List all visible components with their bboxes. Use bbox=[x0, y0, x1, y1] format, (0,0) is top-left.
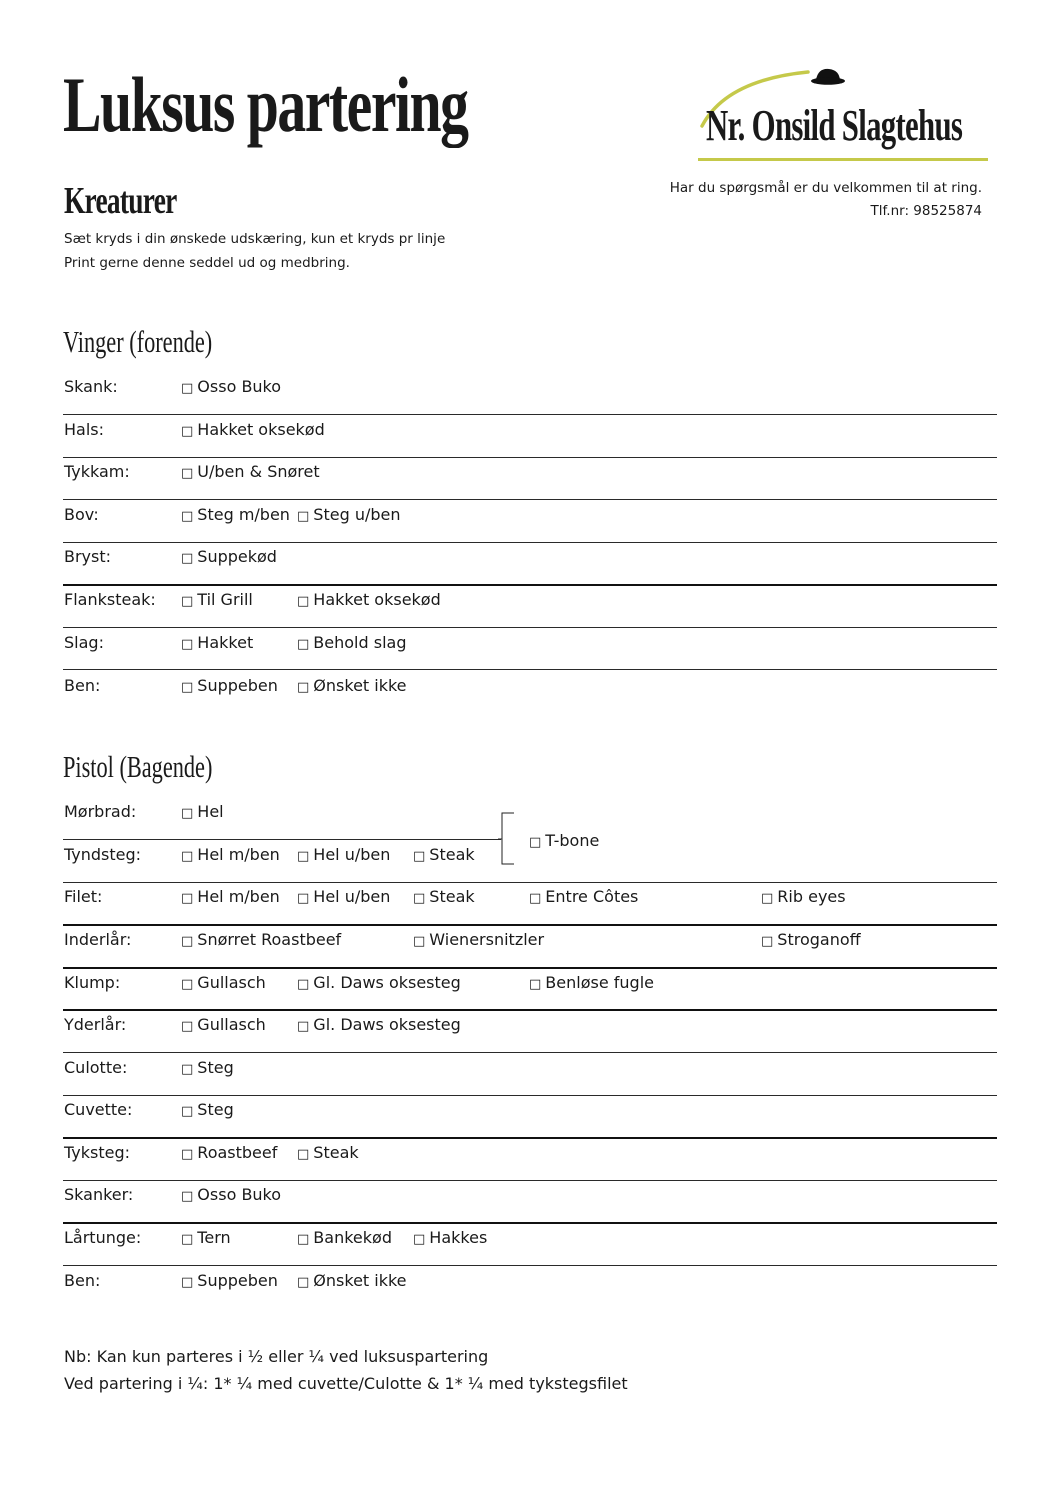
checkbox-icon: □ bbox=[181, 1062, 194, 1077]
option-checkbox[interactable] bbox=[181, 1187, 281, 1203]
option-checkbox[interactable] bbox=[181, 804, 224, 820]
option-label: Hel u/ben bbox=[313, 887, 391, 906]
page-title: Luksus partering bbox=[63, 61, 468, 148]
checkbox-icon: □ bbox=[297, 1275, 310, 1290]
option-label: Bankekød bbox=[313, 1228, 392, 1247]
checkbox-icon: □ bbox=[181, 381, 194, 396]
option-label: Hel u/ben bbox=[313, 845, 391, 864]
option-checkbox[interactable] bbox=[181, 1145, 277, 1161]
note-line-2: Ved partering i ¼: 1* ¼ med cuvette/Culotte & 1* ¼ med tykstegsfilet bbox=[64, 1374, 628, 1393]
row-label: Bov: bbox=[64, 505, 99, 524]
option-checkbox[interactable] bbox=[297, 507, 400, 523]
option-checkbox[interactable] bbox=[181, 422, 325, 438]
section-heading-pistol: Pistol (Bagende) bbox=[63, 749, 213, 784]
option-label: Til Grill bbox=[197, 590, 253, 609]
option-label: Osso Buko bbox=[197, 377, 282, 396]
checkbox-icon: □ bbox=[297, 509, 310, 524]
row-divider bbox=[63, 669, 997, 670]
checkbox-icon: □ bbox=[761, 891, 774, 906]
checkbox-icon: □ bbox=[413, 849, 426, 864]
row-divider bbox=[63, 1137, 997, 1139]
option-label: Suppekød bbox=[197, 547, 277, 566]
checkbox-icon: □ bbox=[181, 849, 194, 864]
row-label: Flanksteak: bbox=[64, 590, 156, 609]
checkbox-icon: □ bbox=[181, 680, 194, 695]
option-label: Hel bbox=[197, 802, 224, 821]
option-label: Hakket bbox=[197, 633, 254, 652]
note-line-1: Nb: Kan kun parteres i ½ eller ¼ ved luksuspartering bbox=[64, 1347, 489, 1366]
row-divider bbox=[63, 924, 997, 926]
row-label: Tykkam: bbox=[64, 462, 130, 481]
option-checkbox[interactable] bbox=[181, 1060, 234, 1076]
row-divider bbox=[63, 414, 997, 415]
row-label: Inderlår: bbox=[64, 930, 132, 949]
checkbox-icon: □ bbox=[297, 1232, 310, 1247]
row-label: Bryst: bbox=[64, 547, 112, 566]
option-label: Gullasch bbox=[197, 1015, 266, 1034]
row-label: Mørbrad: bbox=[64, 802, 137, 821]
checkbox-icon: □ bbox=[181, 551, 194, 566]
option-checkbox[interactable] bbox=[181, 678, 278, 694]
checkbox-icon: □ bbox=[181, 594, 194, 609]
checkbox-icon: □ bbox=[297, 594, 310, 609]
checkbox-icon: □ bbox=[181, 637, 194, 652]
option-checkbox[interactable] bbox=[181, 592, 253, 608]
option-checkbox[interactable] bbox=[297, 678, 407, 694]
row-divider bbox=[63, 1265, 997, 1266]
checkbox-icon: □ bbox=[181, 1232, 194, 1247]
option-label: Gullasch bbox=[197, 973, 266, 992]
checkbox-icon: □ bbox=[181, 1275, 194, 1290]
checkbox-icon: □ bbox=[181, 1104, 194, 1119]
checkbox-icon: □ bbox=[181, 891, 194, 906]
option-checkbox[interactable] bbox=[297, 1273, 407, 1289]
option-label: Steg u/ben bbox=[313, 505, 401, 524]
option-label: Stroganoff bbox=[777, 930, 861, 949]
option-label: Benløse fugle bbox=[545, 973, 654, 992]
instruction-line-1: Sæt kryds i din ønskede udskæring, kun et kryds pr linje bbox=[64, 231, 446, 247]
checkbox-icon: □ bbox=[181, 977, 194, 992]
checkbox-icon: □ bbox=[413, 934, 426, 949]
option-checkbox[interactable] bbox=[181, 379, 281, 395]
row-divider bbox=[63, 1095, 997, 1096]
row-divider bbox=[63, 839, 501, 840]
row-divider bbox=[63, 457, 997, 458]
option-label: Hel m/ben bbox=[197, 845, 280, 864]
option-label: Roastbeef bbox=[197, 1143, 278, 1162]
option-checkbox[interactable] bbox=[181, 1273, 278, 1289]
checkbox-icon: □ bbox=[181, 806, 194, 821]
checkbox-icon: □ bbox=[181, 1019, 194, 1034]
row-divider bbox=[63, 1222, 997, 1224]
page-subtitle: Kreaturer bbox=[64, 180, 177, 222]
option-label: Hakket oksekød bbox=[313, 590, 441, 609]
checkbox-icon: □ bbox=[297, 680, 310, 695]
option-label: Steg m/ben bbox=[197, 505, 290, 524]
option-checkbox[interactable] bbox=[529, 975, 654, 991]
row-divider bbox=[63, 1180, 997, 1181]
checkbox-icon: □ bbox=[181, 1189, 194, 1204]
option-label: Steg bbox=[197, 1058, 234, 1077]
option-label: Gl. Daws oksesteg bbox=[313, 973, 461, 992]
row-label: Skanker: bbox=[64, 1185, 134, 1204]
option-checkbox[interactable] bbox=[181, 549, 277, 565]
option-label: Steak bbox=[429, 845, 475, 864]
option-checkbox[interactable] bbox=[181, 1230, 231, 1246]
option-checkbox[interactable] bbox=[181, 635, 253, 651]
section-heading-vinger: Vinger (forende) bbox=[63, 324, 213, 359]
checkbox-icon: □ bbox=[529, 977, 542, 992]
option-checkbox[interactable] bbox=[181, 847, 280, 863]
checkbox-icon: □ bbox=[413, 891, 426, 906]
checkbox-icon: □ bbox=[181, 509, 194, 524]
option-checkbox[interactable] bbox=[181, 1017, 266, 1033]
row-divider bbox=[63, 627, 997, 628]
checkbox-icon: □ bbox=[761, 934, 774, 949]
row-divider bbox=[63, 967, 997, 969]
checkbox-icon: □ bbox=[529, 835, 542, 850]
row-label: Lårtunge: bbox=[64, 1228, 142, 1247]
logo-wordmark: Nr. Onsild Slagtehus bbox=[706, 101, 963, 150]
hat-icon bbox=[811, 69, 845, 85]
option-checkbox[interactable] bbox=[297, 847, 390, 863]
option-label: Steak bbox=[313, 1143, 359, 1162]
option-checkbox[interactable] bbox=[297, 592, 441, 608]
checkbox-icon: □ bbox=[297, 849, 310, 864]
row-label: Yderlår: bbox=[64, 1015, 127, 1034]
instruction-line-2: Print gerne denne seddel ud og medbring. bbox=[64, 255, 350, 271]
option-checkbox[interactable] bbox=[181, 507, 290, 523]
option-label: Snørret Roastbeef bbox=[197, 930, 342, 949]
row-divider bbox=[63, 499, 997, 500]
option-label: Rib eyes bbox=[777, 887, 846, 906]
option-label: Hakkes bbox=[429, 1228, 488, 1247]
option-label: Behold slag bbox=[313, 633, 407, 652]
checkbox-icon: □ bbox=[297, 891, 310, 906]
row-label: Cuvette: bbox=[64, 1100, 133, 1119]
row-divider bbox=[63, 542, 997, 543]
option-checkbox[interactable] bbox=[529, 889, 638, 905]
checkbox-icon: □ bbox=[181, 1147, 194, 1162]
option-checkbox[interactable] bbox=[413, 889, 475, 905]
option-checkbox-tbone[interactable] bbox=[529, 833, 599, 849]
checkbox-icon: □ bbox=[181, 424, 194, 439]
option-label: Steg bbox=[197, 1100, 234, 1119]
row-label: Klump: bbox=[64, 973, 121, 992]
row-label: Skank: bbox=[64, 377, 118, 396]
option-checkbox[interactable] bbox=[413, 1230, 487, 1246]
checkbox-icon: □ bbox=[297, 637, 310, 652]
option-label: Suppeben bbox=[197, 1271, 278, 1290]
option-label: Osso Buko bbox=[197, 1185, 282, 1204]
option-label: Wienersnitzler bbox=[429, 930, 545, 949]
option-checkbox[interactable] bbox=[297, 975, 461, 991]
option-label: Hakket oksekød bbox=[197, 420, 325, 439]
option-checkbox[interactable] bbox=[181, 932, 341, 948]
option-checkbox[interactable] bbox=[297, 889, 390, 905]
option-label: Ønsket ikke bbox=[313, 676, 407, 695]
option-checkbox[interactable] bbox=[761, 932, 861, 948]
option-checkbox[interactable] bbox=[297, 635, 406, 651]
option-checkbox[interactable] bbox=[181, 975, 266, 991]
logo-underline bbox=[698, 158, 988, 161]
row-divider bbox=[63, 1052, 997, 1053]
row-label: Tyndsteg: bbox=[64, 845, 142, 864]
checkbox-icon: □ bbox=[181, 934, 194, 949]
option-label: Steak bbox=[429, 887, 475, 906]
option-label: T-bone bbox=[545, 831, 600, 850]
row-divider bbox=[63, 882, 997, 883]
company-logo bbox=[696, 68, 990, 164]
checkbox-icon: □ bbox=[297, 1147, 310, 1162]
option-checkbox[interactable] bbox=[181, 464, 320, 480]
option-label: Entre Côtes bbox=[545, 887, 639, 906]
option-checkbox[interactable] bbox=[181, 1102, 234, 1118]
option-label: Gl. Daws oksesteg bbox=[313, 1015, 461, 1034]
row-label: Tyksteg: bbox=[64, 1143, 131, 1162]
row-divider bbox=[63, 584, 997, 586]
phone-number: Tlf.nr: 98525874 bbox=[870, 203, 982, 219]
checkbox-icon: □ bbox=[297, 1019, 310, 1034]
option-checkbox[interactable] bbox=[297, 1145, 359, 1161]
option-checkbox[interactable] bbox=[413, 847, 475, 863]
option-label: Suppeben bbox=[197, 676, 278, 695]
row-label: Culotte: bbox=[64, 1058, 128, 1077]
option-label: Hel m/ben bbox=[197, 887, 280, 906]
option-label: U/ben & Snøret bbox=[197, 462, 320, 481]
checkbox-icon: □ bbox=[181, 466, 194, 481]
tbone-bracket bbox=[498, 812, 518, 866]
option-checkbox[interactable] bbox=[761, 889, 846, 905]
option-label: Ønsket ikke bbox=[313, 1271, 407, 1290]
checkbox-icon: □ bbox=[529, 891, 542, 906]
option-checkbox[interactable] bbox=[297, 1017, 461, 1033]
row-label: Ben: bbox=[64, 676, 101, 695]
contact-question: Har du spørgsmål er du velkommen til at ring. bbox=[669, 180, 982, 196]
option-checkbox[interactable] bbox=[297, 1230, 392, 1246]
option-label: Tern bbox=[197, 1228, 231, 1247]
row-label: Hals: bbox=[64, 420, 105, 439]
checkbox-icon: □ bbox=[297, 977, 310, 992]
row-label: Filet: bbox=[64, 887, 103, 906]
option-checkbox[interactable] bbox=[413, 932, 544, 948]
row-divider bbox=[63, 1009, 997, 1011]
checkbox-icon: □ bbox=[413, 1232, 426, 1247]
row-label: Slag: bbox=[64, 633, 104, 652]
row-label: Ben: bbox=[64, 1271, 101, 1290]
option-checkbox[interactable] bbox=[181, 889, 280, 905]
